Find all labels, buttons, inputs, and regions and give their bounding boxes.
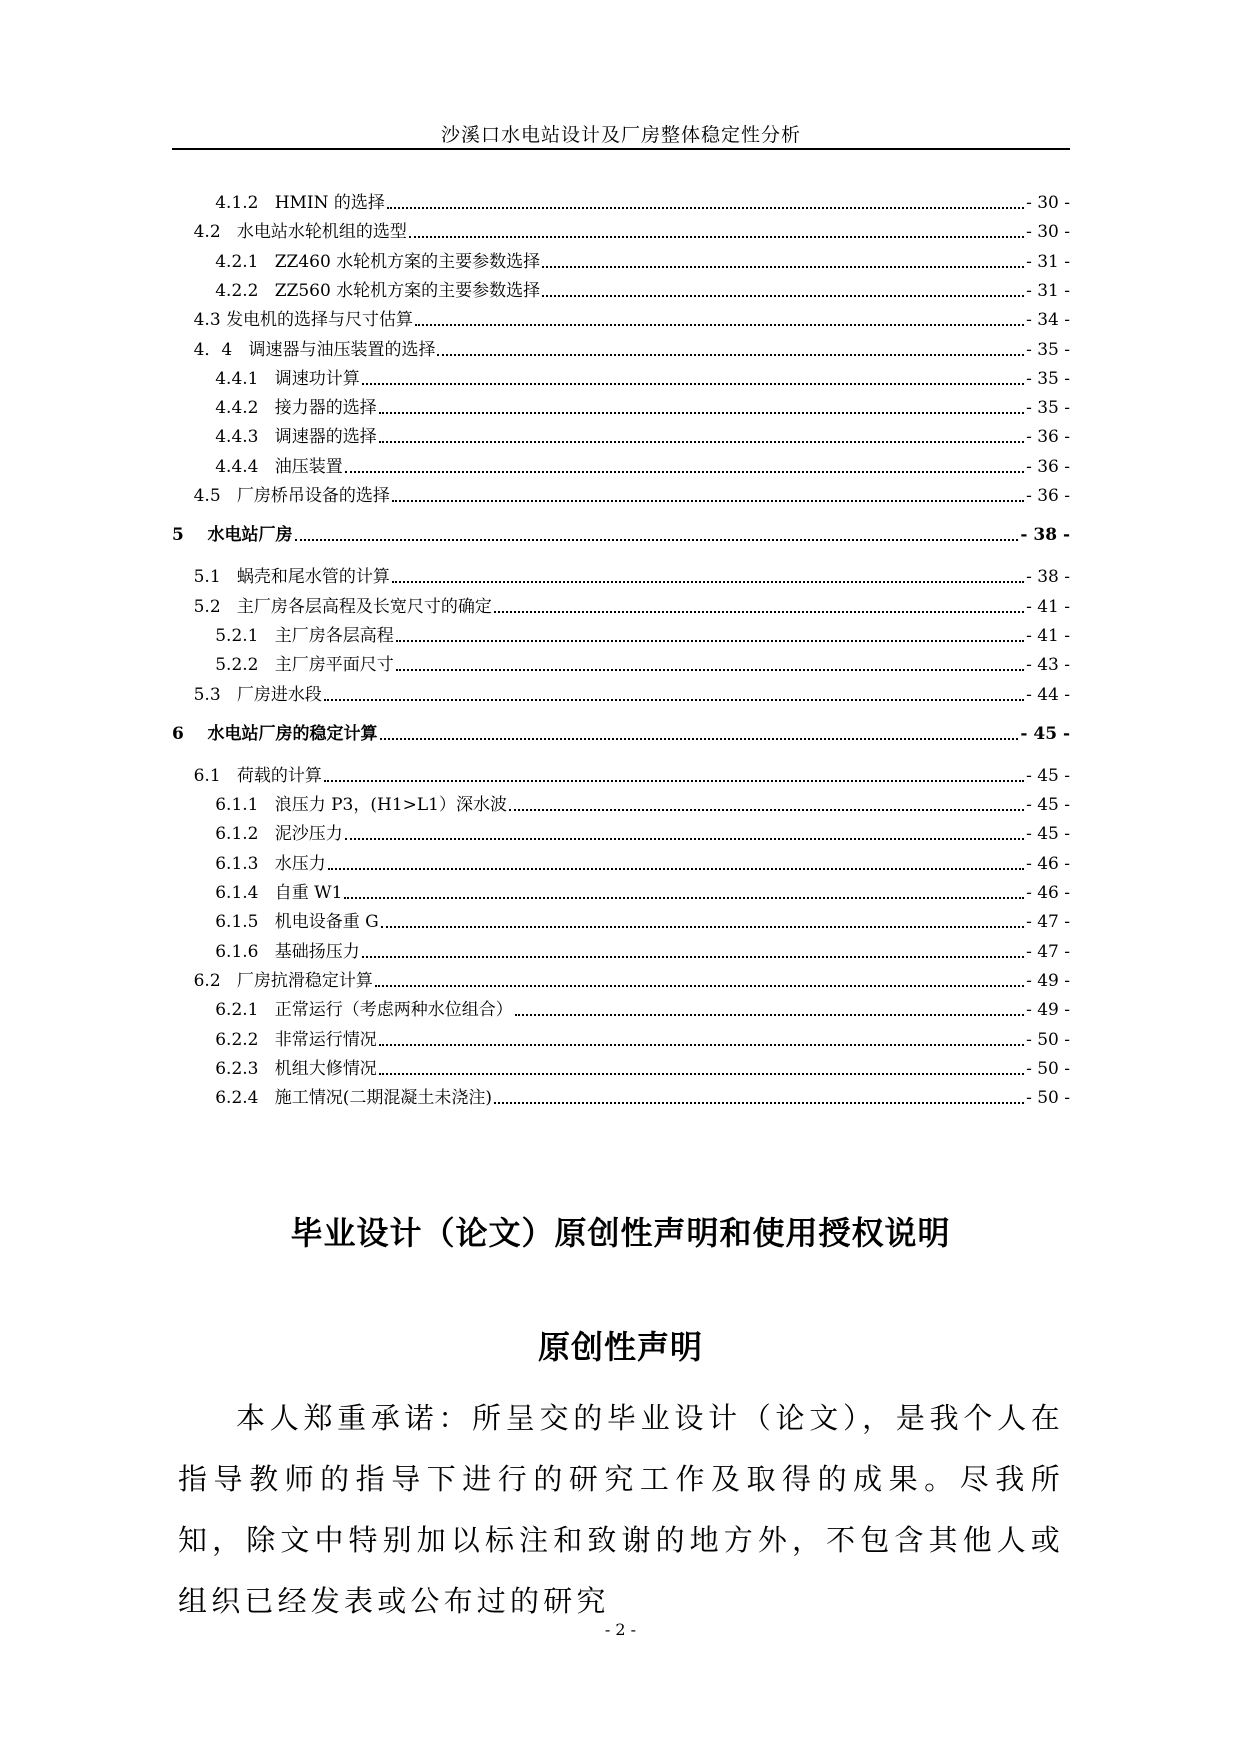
toc-entry-number: 4.3	[172, 310, 227, 331]
toc-entry-title: 水压力	[274, 853, 326, 874]
toc-entry-title: 泥沙压力	[274, 824, 343, 845]
toc-entry[interactable]	[172, 474, 1070, 506]
toc-entry[interactable]	[172, 181, 1070, 213]
toc-entry-number: 4.2.2	[172, 280, 275, 301]
toc-entry[interactable]	[172, 1076, 1070, 1108]
toc-leader-dots	[509, 808, 1024, 811]
toc-entry-title: 基础扬压力	[274, 941, 360, 962]
toc-entry-title: 荷载的计算	[236, 765, 322, 786]
toc-entry-number: 6.1.5	[172, 912, 275, 933]
toc-entry-page: - 50 -	[1026, 1058, 1070, 1079]
toc-leader-dots	[542, 294, 1024, 297]
toc-entry-page: - 38 -	[1026, 567, 1070, 588]
toc-entry-page: - 47 -	[1026, 941, 1070, 962]
toc-entry-page: - 50 -	[1026, 1029, 1070, 1050]
toc-entry[interactable]	[172, 386, 1070, 418]
toc-entry[interactable]	[172, 298, 1070, 330]
toc-entry-number: 6.1.2	[172, 824, 275, 845]
toc-leader-dots	[392, 580, 1024, 583]
toc-entry-title: 机电设备重 G	[274, 912, 379, 933]
toc-leader-dots	[494, 610, 1024, 613]
toc-leader-dots	[380, 737, 1019, 740]
toc-entry-title: 发电机的选择与尺寸估算	[226, 310, 414, 331]
toc-entry[interactable]	[172, 988, 1070, 1020]
toc-entry[interactable]	[172, 445, 1070, 477]
toc-entry-title: 调速功计算	[274, 368, 360, 389]
toc-entry[interactable]	[172, 269, 1070, 301]
toc-entry-page: - 46 -	[1026, 853, 1070, 874]
toc-entry-number: 4.5	[172, 486, 237, 506]
toc-entry[interactable]	[172, 1047, 1070, 1079]
header-title: 沙溪口水电站设计及厂房整体稳定性分析	[440, 124, 801, 146]
toc-entry-page: - 30 -	[1026, 222, 1070, 243]
toc-entry[interactable]	[172, 415, 1070, 447]
toc-entry-number: 6.2.3	[172, 1058, 275, 1079]
toc-entry-number: 5.2.2	[172, 655, 275, 676]
toc-entry[interactable]	[172, 930, 1070, 962]
toc-entry[interactable]	[172, 328, 1070, 360]
toc-entry-title: 非常运行情况	[274, 1029, 377, 1050]
toc-entry-page: - 45 -	[1026, 765, 1070, 786]
toc-entry-page: - 46 -	[1026, 883, 1070, 903]
toc-leader-dots	[437, 353, 1024, 356]
toc-leader-dots	[392, 499, 1024, 502]
toc-entry-page: - 36 -	[1026, 427, 1070, 448]
page-number: - 2 -	[604, 1620, 637, 1639]
toc-entry[interactable]	[172, 643, 1070, 675]
toc-entry-number: 6.1.6	[172, 941, 275, 962]
toc-entry-number: 5.2	[172, 596, 237, 617]
toc-entry[interactable]	[172, 585, 1070, 617]
toc-entry[interactable]	[172, 712, 1070, 744]
toc-leader-dots	[396, 668, 1024, 671]
toc-entry[interactable]	[172, 842, 1070, 874]
declaration-heading: 毕业设计（论文）原创性声明和使用授权说明	[290, 1214, 951, 1252]
toc-entry-title: 调速器的选择	[274, 427, 377, 448]
declaration-subheading: 原创性声明	[537, 1328, 703, 1366]
toc-entry[interactable]	[172, 1018, 1070, 1050]
toc-entry-page: - 38 -	[1020, 525, 1070, 546]
toc-entry-page: - 41 -	[1026, 596, 1070, 617]
toc-entry-number: 5.1	[172, 567, 237, 588]
toc-leader-dots	[381, 925, 1024, 928]
toc-entry-number: 6.2	[172, 970, 237, 991]
toc-entry-title: 水电站水轮机组的选型	[236, 222, 407, 243]
toc-entry[interactable]	[172, 812, 1070, 844]
toc-leader-dots	[345, 837, 1024, 840]
toc-entry-page: - 41 -	[1026, 625, 1070, 646]
toc-entry-page: - 31 -	[1026, 280, 1070, 301]
toc-entry-title: HMIN 的选择	[274, 193, 385, 213]
toc-entry[interactable]	[172, 357, 1070, 389]
toc-entry-title: 主厂房平面尺寸	[274, 655, 394, 676]
toc-leader-dots	[379, 1043, 1024, 1046]
toc-entry-page: - 49 -	[1026, 1000, 1070, 1021]
toc-entry-page: - 35 -	[1026, 398, 1070, 419]
toc-entry[interactable]	[172, 210, 1070, 242]
toc-entry-title: 正常运行（考虑两种水位组合）	[274, 1000, 513, 1021]
toc-entry-title: 主厂房各层高程及长宽尺寸的确定	[236, 596, 492, 617]
toc-entry-number: 6.1.4	[172, 883, 275, 903]
toc-entry-title: 厂房进水段	[236, 684, 322, 705]
toc-entry-title: 机组大修情况	[274, 1058, 377, 1079]
toc-entry[interactable]	[172, 783, 1070, 815]
toc-entry-page: - 50 -	[1026, 1088, 1070, 1109]
toc-entry-page: - 49 -	[1026, 970, 1070, 991]
toc-leader-dots	[328, 867, 1024, 870]
toc-entry[interactable]	[172, 673, 1070, 705]
toc-entry[interactable]	[172, 900, 1070, 932]
toc-leader-dots	[295, 538, 1019, 541]
toc-entry-page: - 30 -	[1026, 193, 1070, 213]
declaration-paragraph: 本人郑重承诺：所呈交的毕业设计（论文），是我个人在指导教师的指导下进行的研究工作及取得的成果。尽我所知，除文中特别加以标注和致谢的地方外，不包含其他人或组织已经发表或公布过的研究	[178, 1401, 1064, 1618]
toc-entry-number: 6	[172, 723, 208, 744]
toc-entry-number: 5.2.1	[172, 625, 275, 646]
toc-leader-dots	[387, 206, 1024, 209]
toc-entry-number: 4.2.1	[172, 251, 275, 272]
toc-leader-dots	[379, 440, 1024, 443]
toc-leader-dots	[324, 779, 1024, 782]
toc-entry-page: - 45 -	[1026, 824, 1070, 845]
toc-entry-title: 自重 W1	[274, 883, 343, 903]
toc-entry-number: 4.2	[172, 222, 237, 243]
toc-entry-title: 水电站厂房的稳定计算	[207, 723, 378, 744]
toc-leader-dots	[379, 411, 1024, 414]
toc-leader-dots	[375, 984, 1024, 987]
toc-entry-page: - 36 -	[1026, 456, 1070, 477]
toc-leader-dots	[409, 235, 1024, 238]
toc-leader-dots	[344, 896, 1024, 899]
page-header	[172, 108, 1070, 150]
toc-entry-number: 6.2.4	[172, 1088, 275, 1109]
toc-leader-dots	[396, 639, 1024, 642]
toc-entry-page: - 35 -	[1026, 368, 1070, 389]
toc-entry-title: 水电站厂房	[207, 525, 293, 546]
toc-entry-page: - 45 -	[1026, 795, 1070, 816]
toc-entry-title: 厂房桥吊设备的选择	[236, 486, 390, 506]
toc-entry-title: 蜗壳和尾水管的计算	[236, 567, 390, 588]
toc-entry-title: ZZ460 水轮机方案的主要参数选择	[274, 251, 541, 272]
toc-entry-title: 油压装置	[274, 456, 343, 477]
toc-entry-title: 施工情况(二期混凝土未浇注)	[274, 1088, 492, 1109]
toc-entry[interactable]	[172, 754, 1070, 786]
toc-leader-dots	[345, 470, 1024, 473]
toc-entry-page: - 44 -	[1026, 684, 1070, 705]
toc-entry-page: - 45 -	[1020, 723, 1070, 744]
toc-entry-number: 6.2.1	[172, 1000, 275, 1021]
toc-entry-number: 6.1	[172, 765, 237, 786]
toc-entry-number: 6.2.2	[172, 1029, 275, 1050]
toc-entry[interactable]	[172, 871, 1070, 903]
toc-leader-dots	[324, 698, 1024, 701]
toc-entry-page: - 36 -	[1026, 486, 1070, 506]
toc-entry-page: - 34 -	[1026, 310, 1070, 331]
toc-entry-number: 4．4	[172, 339, 249, 360]
toc-entry[interactable]	[172, 555, 1070, 587]
declaration-body	[178, 1388, 1064, 1632]
toc-leader-dots	[362, 382, 1024, 385]
toc-entry[interactable]	[172, 614, 1070, 646]
toc-entry-number: 4.4.3	[172, 427, 275, 448]
toc-leader-dots	[362, 955, 1024, 958]
toc-entry[interactable]	[172, 513, 1070, 545]
toc-entry-title: 浪压力 P3，(H1>L1）深水波	[274, 795, 507, 816]
toc-entry-page: - 35 -	[1026, 339, 1070, 360]
toc-entry-number: 4.4.4	[172, 456, 275, 477]
toc-entry-title: ZZ560 水轮机方案的主要参数选择	[274, 280, 541, 301]
toc-entry-title: 厂房抗滑稳定计算	[236, 970, 373, 991]
toc-entry-number: 4.4.1	[172, 368, 275, 389]
toc-entry[interactable]	[172, 959, 1070, 991]
toc-entry-title: 主厂房各层高程	[274, 625, 394, 646]
toc-leader-dots	[515, 1013, 1024, 1016]
toc-entry-number: 6.1.3	[172, 853, 275, 874]
toc-leader-dots	[379, 1072, 1024, 1075]
toc-entry-number: 6.1.1	[172, 795, 275, 816]
toc-entry-page: - 43 -	[1026, 655, 1070, 676]
toc-entry-title: 接力器的选择	[274, 398, 377, 419]
toc-entry-number: 4.4.2	[172, 398, 275, 419]
toc-entry-page: - 47 -	[1026, 912, 1070, 933]
toc-entry-title: 调速器与油压装置的选择	[248, 339, 436, 360]
toc-entry-page: - 31 -	[1026, 251, 1070, 272]
toc-leader-dots	[542, 265, 1024, 268]
toc-entry[interactable]	[172, 240, 1070, 272]
toc-entry-number: 5.3	[172, 684, 237, 705]
toc-entry-number: 5	[172, 525, 208, 546]
toc-leader-dots	[415, 323, 1024, 326]
toc-leader-dots	[494, 1101, 1024, 1104]
toc-entry-number: 4.1.2	[172, 193, 275, 213]
